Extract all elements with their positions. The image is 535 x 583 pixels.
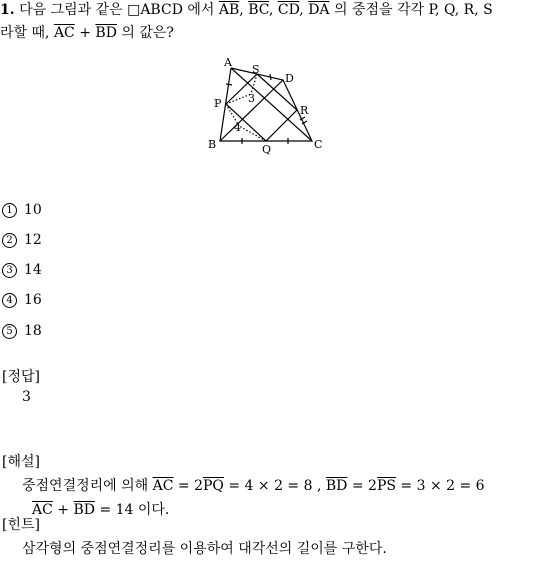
hint-label: [힌트]: [2, 517, 40, 533]
exp-segment-ps: $\overline{PS}$: [376, 478, 396, 494]
label-r: R: [300, 104, 309, 117]
exp-eq2a: = 2: [351, 478, 377, 494]
choice-value: 12: [24, 232, 42, 248]
tick-ap: [226, 84, 232, 85]
explanation-line-2: [32, 499, 169, 519]
choice-value: 14: [24, 262, 42, 278]
label-d: D: [285, 72, 294, 85]
question-line-2: [0, 24, 174, 42]
segment-da: $\overline{DA}$: [308, 2, 330, 18]
label-p: P: [214, 97, 222, 110]
hint-text: 삼각형의 중점연결정리를 이용하여 대각선의 길이를 구한다.: [22, 541, 387, 557]
choice-1[interactable]: [2, 202, 42, 218]
choice-mark: 3: [2, 263, 17, 278]
segment-ac: $\overline{AC}$: [53, 25, 75, 41]
label-a: A: [224, 56, 232, 69]
exp-line2-segment-ac: $\overline{AC}$: [32, 502, 53, 518]
choice-5[interactable]: [2, 323, 42, 339]
label-s: S: [252, 63, 260, 76]
exp-eq2b: = 3 × 2 = 6: [400, 478, 485, 494]
question-line2-tail: 의 값은?: [121, 25, 174, 41]
answer-label: [정답]: [2, 369, 40, 385]
label-three: 3: [248, 92, 255, 105]
exp-line2-segment-bd: $\overline{BD}$: [73, 502, 95, 518]
explanation-label: [해설]: [2, 454, 40, 470]
label-b: B: [208, 138, 217, 151]
question-number: 1.: [0, 2, 15, 18]
explanation-head: 중점연결정리에 의해: [22, 478, 149, 494]
segment-bc: $\overline{BC}$: [248, 2, 269, 18]
exp-line2-tail: = 14 이다.: [99, 502, 170, 518]
tick-sd: [270, 74, 271, 80]
exp-segment-pq: $\overline{PQ}$: [203, 478, 224, 494]
choice-mark: 2: [2, 233, 17, 248]
question-line2-head: 라할 때,: [0, 25, 50, 41]
segment-bd: $\overline{BD}$: [95, 25, 117, 41]
choice-mark: 5: [2, 324, 17, 339]
quadrilateral-figure: [204, 54, 334, 158]
choice-mark: 4: [2, 293, 17, 308]
choice-value: 10: [24, 202, 42, 218]
choice-mark: 1: [2, 203, 17, 218]
segment-cd: $\overline{CD}$: [277, 2, 300, 18]
question-line-1: 1. 다음 그림과 같은 □ABCD 에서 $\overline{AB}$, $\overline{BC}$, $\overline{CD}$, $\overline{DA}$ 의 중점을 각각 P, Q, R, S: [0, 2, 493, 18]
question-intro: 다음 그림과 같은 □ABCD 에서: [19, 2, 215, 18]
exp-segment-bd: $\overline{BD}$: [325, 478, 348, 494]
exp-eq1a: = 2: [177, 478, 203, 494]
choice-4[interactable]: [2, 292, 42, 308]
label-four: 4: [234, 121, 241, 134]
plus-sign: +: [79, 25, 91, 41]
choice-value: 18: [24, 323, 42, 339]
label-q: Q: [262, 143, 272, 156]
choice-2[interactable]: [2, 232, 42, 248]
label-c: C: [314, 138, 323, 151]
exp-eq1b: = 4 × 2 = 8 ,: [228, 478, 322, 494]
answer-value: 3: [22, 389, 31, 405]
exp-line2-plus: +: [57, 502, 70, 518]
exp-segment-ac: $\overline{AC}$: [152, 478, 174, 494]
choice-value: 16: [24, 292, 42, 308]
question-line1-tail: 의 중점을 각각 P, Q, R, S: [334, 2, 493, 18]
explanation-line-1: [22, 475, 485, 495]
choice-3[interactable]: [2, 262, 42, 278]
segment-ab: $\overline{AB}$: [218, 2, 240, 18]
